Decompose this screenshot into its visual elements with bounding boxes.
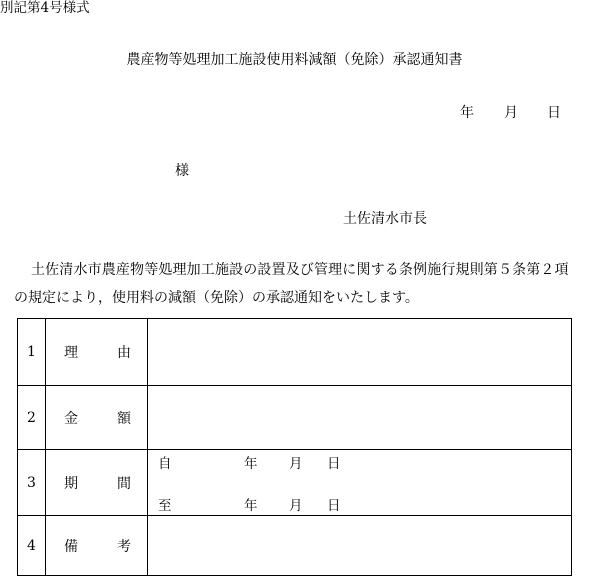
label-char: 備 — [64, 538, 78, 555]
period-to-month: 月 — [289, 497, 303, 514]
form-number: 別記第4号様式 — [0, 0, 90, 16]
row-number: 4 — [18, 516, 46, 576]
period-to-year: 年 — [244, 497, 258, 514]
table-row-reason — [18, 319, 572, 386]
period-value-cell — [148, 450, 572, 516]
period-from-label: 自 — [158, 455, 172, 472]
reason-value-cell — [148, 319, 572, 386]
body-text-line-2: の規定により，使用料の減額（免除）の承認通知をいたします。 — [14, 290, 419, 306]
row-label-period — [46, 450, 148, 516]
period-to-label: 至 — [158, 497, 172, 514]
body-text-line-1: 土佐清水市農産物等処理加工施設の設置及び管理に関する条例施行規則第５条第２項 — [31, 262, 569, 278]
row-label-reason — [46, 319, 148, 386]
row-number: 3 — [18, 450, 46, 516]
period-from-line — [148, 452, 571, 472]
period-to-day: 日 — [327, 497, 341, 514]
table-row-period — [18, 450, 572, 516]
row-label-remarks — [46, 516, 148, 576]
row-label-amount — [46, 386, 148, 450]
remarks-value-cell — [148, 516, 572, 576]
date-year-label: 年 — [460, 105, 474, 121]
issuer-name: 土佐清水市長 — [343, 211, 427, 227]
label-char: 額 — [117, 410, 131, 427]
document-title: 農産物等処理加工施設使用料減額（免除）承認通知書 — [126, 52, 463, 68]
label-char: 期 — [64, 475, 78, 492]
date-month-label: 月 — [504, 105, 518, 121]
table-row-remarks — [18, 516, 572, 576]
label-char: 理 — [64, 345, 78, 361]
period-from-year: 年 — [244, 455, 258, 472]
table-row-amount — [18, 386, 572, 450]
addressee-honorific: 様 — [175, 163, 189, 179]
date-day-label: 日 — [547, 105, 561, 121]
label-char: 金 — [64, 410, 78, 427]
row-number: 1 — [18, 319, 46, 386]
label-char: 考 — [117, 538, 131, 555]
period-from-day: 日 — [327, 455, 341, 472]
label-char: 間 — [117, 475, 131, 492]
amount-value-cell — [148, 386, 572, 450]
period-from-month: 月 — [289, 455, 303, 472]
details-table — [17, 318, 572, 576]
label-char: 由 — [117, 345, 131, 361]
row-number: 2 — [18, 386, 46, 450]
period-to-line — [148, 494, 571, 514]
